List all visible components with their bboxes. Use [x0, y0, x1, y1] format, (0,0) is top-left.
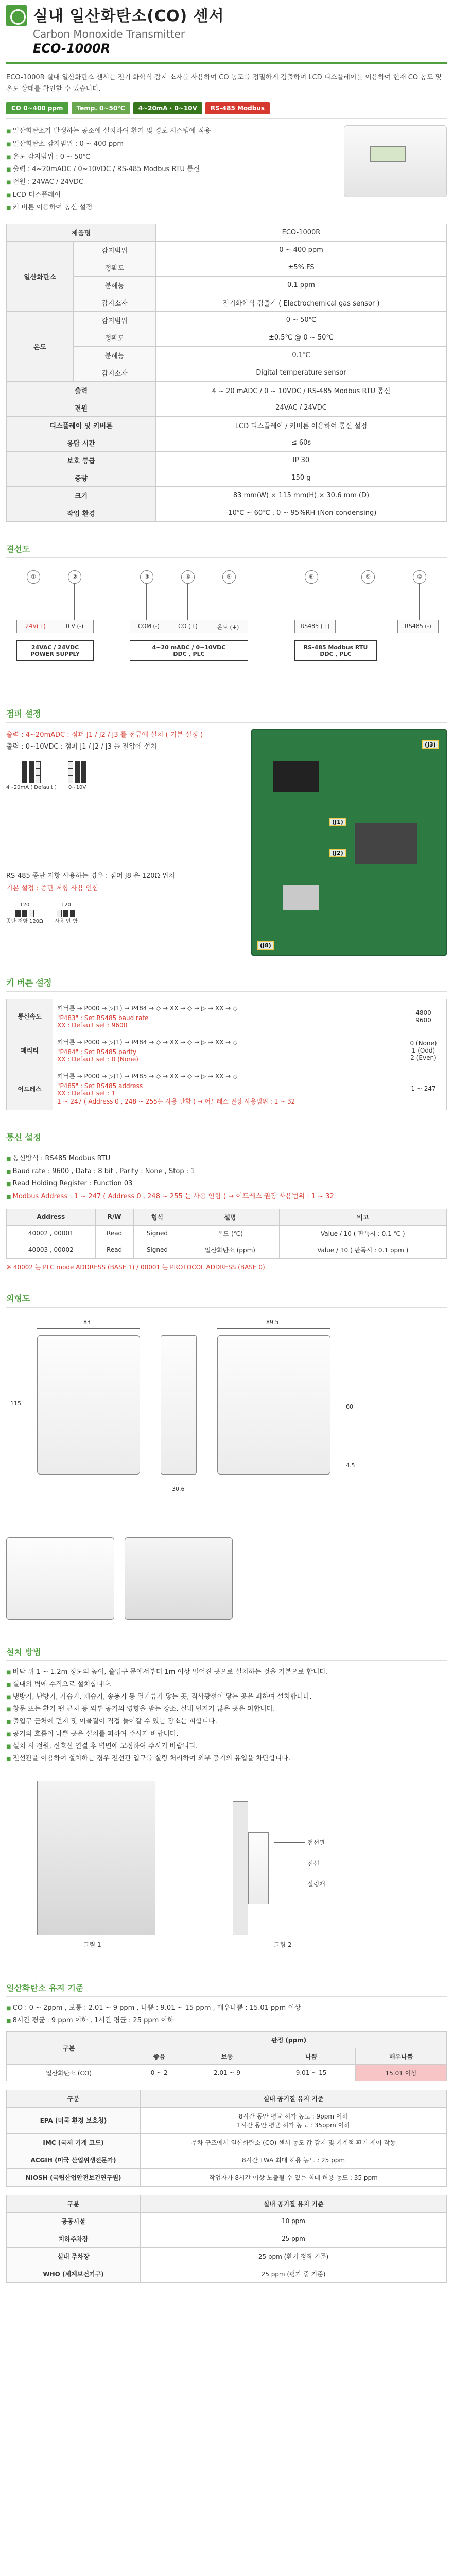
spec-label: 중량 [7, 469, 156, 487]
terminal-label: 24V(+) [25, 623, 46, 630]
install-item: ■ 실내의 벽에 수직으로 설치합니다. [6, 1679, 447, 1691]
install-item: ■ 창문 또는 환기 팬 근처 등 외부 공기의 영향을 받는 장소, 실내 먼지가 많은 곳은 피합니다. [6, 1703, 447, 1716]
col-header: 구분 [7, 2090, 141, 2107]
pin [68, 769, 73, 776]
feature-item: ■ 온도 감지범위 : 0 ~ 50℃ [6, 151, 344, 164]
jumper-pins [68, 769, 86, 776]
section-title-dims: 외형도 [6, 1293, 30, 1303]
jumper-caption: 4~20mA ( Default ) [6, 784, 57, 790]
table-header-row [7, 1209, 447, 1225]
terminal-label: 0 V (-) [65, 623, 84, 630]
feature-list [6, 125, 344, 214]
install-photo [37, 1781, 155, 1935]
key-desc [53, 999, 400, 1033]
spec-val: 83 mm(W) × 115 mm(H) × 30.6 mm (D) [156, 487, 447, 504]
install-item: ■ 냉방기, 난방기, 가습기, 제습기, 송풍기 등 열기류가 닿는 곳, 직사광선이 닿는 곳은 피하여 설치합니다. [6, 1691, 447, 1703]
table-row [7, 382, 447, 399]
table-header-row [7, 2090, 447, 2107]
jumper-text [6, 729, 241, 956]
table-row [7, 434, 447, 452]
product-model: ECO-1000R [33, 41, 111, 56]
col-header: 좋음 [131, 2048, 187, 2064]
key-detail: "P485" : Set RS485 address XX : Default set : 1 1 ~ 247 ( Address 0 , 248 ~ 255는 사용 안함 ) → 어드레스 권장 사용범위 : 1 ~ 32 [57, 1082, 295, 1105]
jumper-res-label: 120 [20, 902, 30, 908]
jumper-section [0, 729, 453, 956]
table-row [7, 999, 447, 1033]
terminal-label: CO (+) [178, 623, 198, 630]
table-cell: 2.01 ~ 9 [187, 2064, 267, 2081]
pin [36, 769, 41, 776]
jumper-pins [6, 769, 57, 776]
pcb-jumper-label: (J1) [329, 818, 346, 826]
section-title-jumper: 점퍼 설정 [6, 709, 41, 719]
jumper-diagram-voltage [68, 761, 86, 792]
col-header: 판정 (ppm) [131, 2031, 447, 2048]
label-sealant: 실링재 [307, 1880, 325, 1888]
col-header: 실내 공기질 유지 기준 [141, 2195, 447, 2212]
key-name: 패리티 [7, 1033, 53, 1067]
divider [6, 1307, 447, 1308]
jumper-pins [68, 761, 86, 769]
key-name: 통신속도 [7, 999, 53, 1033]
features-area [0, 119, 453, 214]
table-cell: Read [95, 1225, 133, 1242]
col-header: 매우나쁨 [356, 2048, 447, 2064]
terminal-number: ① [27, 570, 40, 584]
key-name: 어드레스 [7, 1067, 53, 1110]
dim-line [37, 1328, 140, 1329]
col-header: 구분 [7, 2031, 131, 2064]
table-row [7, 504, 447, 522]
jumper-caption: 0~10V [68, 784, 86, 790]
spec-sub: 분해능 [74, 277, 156, 294]
spec-val: 4 ~ 20 mADC / 0 ~ 10VDC / RS-485 Modbus RTU 통신 [156, 382, 447, 399]
pin [81, 769, 86, 776]
std-text: 주차 구조에서 일산화탄소 (CO) 센서 농도 값 감지 및 기계적 환기 제어 작동 [141, 2133, 447, 2151]
table-row [7, 242, 447, 259]
wire [146, 584, 147, 620]
table-row [7, 312, 447, 329]
feature-item: ■ 출력 : 4~20mADC / 0~10VDC / RS-485 Modbus RTU 통신 [6, 163, 344, 176]
spec-sub: 감지소자 [74, 294, 156, 312]
jumper-diagram-term-off [55, 901, 78, 926]
spec-tags [0, 95, 453, 118]
std-org: 지하주차장 [7, 2230, 141, 2247]
pin [70, 910, 75, 917]
key-table [6, 999, 447, 1110]
table-row [7, 2265, 447, 2282]
spec-label: 크기 [7, 487, 156, 504]
pin [57, 910, 62, 917]
terminal-number: ⑤ [222, 570, 236, 584]
col-header: 보통 [187, 2048, 267, 2064]
std-org: ACGIH (미국 산업위생전문가) [7, 2151, 141, 2168]
terminal-number: ⑩ [413, 570, 426, 584]
col-header: 구분 [7, 2195, 141, 2212]
dim-back-width: 89.5 [266, 1318, 279, 1326]
pin [29, 776, 34, 783]
table-row [7, 2133, 447, 2151]
std-org: WHO (세계보건기구) [7, 2265, 141, 2282]
comm-note: ※ 40002 는 PLC mode ADDRESS (BASE 1) / 00001 는 PROTOCOL ADDRESS (BASE 0) [6, 1263, 265, 1271]
key-sequence: 키버튼 → P000 → ▷(1) → P484 → ◇ → XX → ◇ → ▷ → XX → ◇ [57, 1039, 238, 1046]
device-front-view [37, 1335, 140, 1475]
table-cell: 온도 (℃) [181, 1225, 279, 1242]
std-text: 10 ppm [141, 2212, 447, 2230]
pin [63, 910, 68, 917]
terminal-number: ② [68, 570, 81, 584]
table-row [7, 2247, 447, 2265]
tag-output: 4~20mA · 0~10V [133, 102, 202, 114]
jumper-caption: 종단 저항 120Ω [6, 918, 43, 924]
spec-val: 0.1℃ [156, 347, 447, 364]
tag-modbus: RS-485 Modbus [205, 102, 270, 114]
pcb-jumper-label: (J2) [329, 849, 346, 857]
tag-co: CO 0~400 ppm [6, 102, 68, 114]
table-row [7, 1225, 447, 1242]
col-header: 실내 공기질 유지 기준 [141, 2090, 447, 2107]
table-cell: 0 ~ 2 [131, 2064, 187, 2081]
table-row [7, 417, 447, 434]
device-back-view [217, 1335, 330, 1475]
terminal-number: ④ [181, 570, 195, 584]
install-item: ■ 출입구 근처에 먼지 및 이물질이 직접 들어갈 수 있는 장소는 피합니다. [6, 1716, 447, 1728]
table-cell: 40003 , 00002 [7, 1242, 96, 1258]
std-text: 25 ppm [141, 2230, 447, 2247]
pcb-jumper-label: (J3) [422, 740, 439, 749]
section-title-install: 설치 방법 [6, 1647, 41, 1657]
terminator-diagrams [6, 897, 241, 927]
jumper-pins [6, 761, 57, 769]
leader-line [274, 1842, 305, 1843]
std-org: EPA (미국 환경 보호청) [7, 2107, 141, 2133]
exposure-list [0, 1997, 453, 2026]
pin [81, 776, 86, 783]
register-table [6, 1209, 447, 1259]
spec-sub: 감지소자 [74, 364, 156, 382]
jumper-line: 출력 : 4~20mADC : 점퍼 J1 / J2 / J3 를 전류에 설치 ( 기본 설정 ) [6, 731, 203, 739]
table-cell: Value / 10 ( 판독시 : 0.1 ppm ) [279, 1242, 446, 1258]
col-header: 비고 [279, 1209, 446, 1225]
spec-val: IP 30 [156, 452, 447, 469]
wire [187, 584, 188, 620]
table-cell: Read [95, 1242, 133, 1258]
pin [22, 761, 27, 769]
std-org: 실내 주차장 [7, 2247, 141, 2265]
terminal-label: COM (-) [138, 623, 160, 630]
table-row [7, 2168, 447, 2186]
spec-sub: 분해능 [74, 347, 156, 364]
jumper-diagram-term-on [6, 901, 43, 926]
table-row [7, 452, 447, 469]
jumper-pins [6, 776, 57, 783]
jumper-diagram-current [6, 761, 57, 792]
spec-sub: 감지범위 [74, 242, 156, 259]
table-row [7, 1033, 447, 1067]
table-header-row [7, 2195, 447, 2212]
pin [75, 769, 80, 776]
key-value: 0 (None) 1 (Odd) 2 (Even) [400, 1033, 447, 1067]
table-row [7, 1067, 447, 1110]
feature-item: ■ 일산화탄소 감지범위 : 0 ~ 400 ppm [6, 138, 344, 151]
table-cell: Value / 10 ( 판독시 : 0.1 ℃ ) [279, 1225, 446, 1242]
comm-list [0, 1146, 453, 1204]
table-cell: 9.01 ~ 15 [267, 2064, 356, 2081]
spec-val: ≤ 60s [156, 434, 447, 452]
key-sequence: 키버튼 → P000 → ▷(1) → P485 → ◇ → XX → ◇ → ▷ → XX → ◇ [57, 1073, 238, 1080]
key-detail: "P484" : Set RS485 parity XX : Default set : 0 (None) [57, 1048, 138, 1063]
spec-sub: 감지범위 [74, 312, 156, 329]
spec-label: 보호 등급 [7, 452, 156, 469]
terminal-label: 온도 (+) [217, 624, 239, 631]
spec-val: 150 g [156, 469, 447, 487]
comm-item: ■ Modbus Address : 1 ~ 247 ( Address 0 , 248 ~ 255 는 사용 안함 ) → 어드레스 권장 사용범위 : 1 ~ 32 [6, 1191, 447, 1204]
divider [6, 991, 447, 992]
jumper-caption: 사용 안 함 [54, 918, 78, 924]
pin [29, 910, 34, 917]
table-row [7, 224, 447, 242]
key-sequence: 키버튼 → P000 → ▷(1) → P484 → ◇ → XX → ◇ → ▷ → XX → ◇ [57, 1005, 238, 1012]
key-desc [53, 1033, 400, 1067]
label-wire: 전선 [307, 1860, 320, 1868]
table-row [7, 487, 447, 504]
install-list [0, 1661, 453, 1765]
table-row [7, 2107, 447, 2133]
spec-sub: 정확도 [74, 329, 156, 347]
table-cell: 일산화탄소 (CO) [7, 2064, 131, 2081]
install-item: ■ 바닥 위 1 ~ 1.2m 정도의 높이, 출입구 문에서부터 1m 이상 떨어진 곳으로 설치하는 것을 기본으로 합니다. [6, 1666, 447, 1679]
section-title-exposure: 일산화탄소 유지 기준 [6, 1983, 84, 1993]
table-header-row [7, 2031, 447, 2048]
table-cell: Signed [133, 1242, 181, 1258]
product-title: 실내 일산화탄소(CO) 센서 [33, 7, 224, 25]
terminal-number: ⑥ [305, 570, 318, 584]
pin [29, 761, 34, 769]
jumper-pins [55, 910, 78, 917]
section-title-keys: 키 버튼 설정 [6, 978, 52, 988]
pin [81, 761, 86, 769]
std-text: 8시간 동안 평균 허가 농도 : 9ppm 이하 1시간 동안 평균 허가 농도 : 35ppm 이하 [141, 2107, 447, 2133]
std-org: 공공시설 [7, 2212, 141, 2230]
ddc-box: 4~20 mADC / 0~10VDC DDC , PLC [130, 640, 248, 661]
spec-sub: 정확도 [74, 259, 156, 277]
terminal-label: RS485 (-) [405, 623, 431, 630]
dimension-drawing [6, 1313, 447, 1529]
spec-val: 0 ~ 400 ppm [156, 242, 447, 259]
product-subtitle: Carbon Monoxide Transmitter [33, 28, 185, 40]
std-org: NIOSH (국립산업안전보건연구원) [7, 2168, 141, 2186]
dim-width: 83 [83, 1318, 91, 1326]
section-title-wiring: 결선도 [6, 544, 30, 554]
key-desc [53, 1067, 400, 1110]
label-conduit: 전선관 [307, 1839, 325, 1847]
comm-item: ■ 통신방식 : RS485 Modbus RTU [6, 1153, 447, 1165]
feature-item: ■ 키 버튼 이용하여 통신 설정 [6, 201, 344, 214]
pin [36, 761, 41, 769]
std-text: 25 ppm (평가 중 기준) [141, 2265, 447, 2282]
divider [6, 722, 447, 723]
device-photo [344, 125, 447, 197]
table-row [7, 399, 447, 417]
table-row [7, 469, 447, 487]
spec-model-value: ECO-1000R [156, 224, 447, 242]
jumper-pins [6, 910, 43, 917]
fig-caption: 그림 2 [274, 1941, 292, 1949]
exposure-table [6, 2031, 447, 2081]
key-value: 4800 9600 [400, 999, 447, 1033]
wiring-diagram [6, 563, 447, 687]
pcb-chip [355, 823, 417, 864]
pin [22, 910, 27, 917]
dim-line [217, 1328, 330, 1329]
jumper-line: RS-485 종단 저항 사용하는 경우 : 점퍼 J8 은 120Ω 위치 [6, 872, 175, 880]
col-header: R/W [95, 1209, 133, 1225]
jumper-diagrams [6, 758, 241, 793]
device-photo-1 [6, 1537, 114, 1620]
power-supply-box: 24VAC / 24VDC POWER SUPPLY [16, 640, 94, 661]
spec-val: ±5% FS [156, 259, 447, 277]
pin [75, 761, 80, 769]
std-org: IMC (국제 기계 코드) [7, 2133, 141, 2151]
spec-table [6, 224, 447, 522]
device-lcd [370, 146, 406, 162]
pin [68, 776, 73, 783]
fig-caption: 그림 1 [83, 1941, 101, 1949]
jumper-line: 기본 설정 : 종단 저항 사용 안함 [6, 884, 99, 892]
pin [22, 776, 27, 783]
pin [15, 910, 21, 917]
table-cell: 15.01 이상 [356, 2064, 447, 2081]
comm-item: ■ Baud rate : 9600 , Data : 8 bit , Parity : None , Stop : 1 [6, 1165, 447, 1178]
col-header: 형식 [133, 1209, 181, 1225]
wall-section [233, 1801, 248, 1935]
brand-logo-icon [6, 5, 27, 26]
device-section [248, 1832, 269, 1904]
table-cell: 40002 , 00001 [7, 1225, 96, 1242]
exposure-item: ■ 8시간 평균 : 9 ppm 이하 , 1시간 평균 : 25 ppm 이하 [6, 2014, 447, 2026]
device-side-view [161, 1335, 197, 1475]
exposure-item: ■ CO : 0 ~ 2ppm , 보통 : 2.01 ~ 9 ppm , 나쁨 : 9.01 ~ 15 ppm , 매우나쁨 : 15.01 ppm 이상 [6, 2002, 447, 2014]
install-item: ■ 공기의 흐름이 나쁜 곳은 설치를 피하여 주시기 바랍니다. [6, 1728, 447, 1740]
feature-item: ■ 전원 : 24VAC / 24VDC [6, 176, 344, 189]
pin [29, 769, 34, 776]
wire [74, 584, 75, 620]
install-item: ■ 설치 시 전원, 신호선 연결 후 벽면에 고정하여 주시기 바랍니다. [6, 1740, 447, 1753]
pcb-jumper-label: (J8) [257, 941, 274, 950]
jumper-res-label: 120 [61, 902, 71, 908]
spec-group-co: 일산화탄소 [7, 242, 74, 312]
dim-hole-size: 4.5 [346, 1462, 355, 1469]
header [0, 0, 453, 62]
device-photo-2 [125, 1537, 233, 1620]
terminal-number: ⑨ [361, 570, 375, 584]
table-row [7, 1242, 447, 1258]
pcb-chip [273, 761, 319, 792]
spec-val: 0.1 ppm [156, 277, 447, 294]
pin [75, 776, 80, 783]
table-cell: 일산화탄소 (ppm) [181, 1242, 279, 1258]
col-header: 설명 [181, 1209, 279, 1225]
standards-table [6, 2090, 447, 2187]
tag-temp: Temp. 0~50℃ [72, 102, 130, 114]
table-cell: Signed [133, 1225, 181, 1242]
spec-val: 전기화학식 검출기 ( Electrochemical gas sensor ) [156, 294, 447, 312]
spec-label: 응답 시간 [7, 434, 156, 452]
spec-val: 0 ~ 50℃ [156, 312, 447, 329]
comm-item: ■ Read Holding Register : Function 03 [6, 1178, 447, 1191]
spec-val: Digital temperature sensor [156, 364, 447, 382]
col-header: Address [7, 1209, 96, 1225]
jumper-line: 출력 : 0~10VDC : 점퍼 J1 / J2 / J3 을 전압에 설치 [6, 743, 157, 751]
dim-hole-height: 60 [346, 1403, 353, 1410]
feature-item: ■ 일산화탄소가 발생하는 공소에 설치하여 환기 및 경보 시스템에 적용 [6, 125, 344, 138]
feature-item: ■ LCD 디스플레이 [6, 189, 344, 202]
rs485-box: RS-485 Modbus RTU DDC , PLC [294, 640, 377, 661]
device-photos [6, 1537, 447, 1625]
key-value: 1 ~ 247 [400, 1067, 447, 1110]
spec-val: LCD 디스플레이 / 키버튼 이용하여 통신 설정 [156, 417, 447, 434]
table-row [7, 2151, 447, 2168]
install-figures [6, 1770, 447, 1966]
section-title-comm: 통신 설정 [6, 1132, 41, 1142]
spec-val: ±0.5℃ @ 0 ~ 50℃ [156, 329, 447, 347]
wire [419, 584, 420, 620]
key-detail: "P483" : Set RS485 baud rate XX : Default set : 9600 [57, 1014, 149, 1029]
spec-label: 전원 [7, 399, 156, 417]
pin [22, 769, 27, 776]
spec-label: 디스플레이 및 키버튼 [7, 417, 156, 434]
col-header: 나쁨 [267, 2048, 356, 2064]
spec-val: 24VAC / 24VDC [156, 399, 447, 417]
pin [68, 761, 73, 769]
title-group [33, 3, 224, 56]
std-text: 25 ppm (환기 정격 기준) [141, 2247, 447, 2265]
std-text: 작업자가 8시간 이상 노출될 수 있는 최대 허용 농도 : 35 ppm [141, 2168, 447, 2186]
std-text: 8시간 TWA 최대 허용 농도 : 25 ppm [141, 2151, 447, 2168]
table-row [7, 2212, 447, 2230]
dim-height: 115 [10, 1400, 21, 1407]
facility-standards-table [6, 2195, 447, 2283]
pcb-photo [251, 729, 447, 956]
dim-depth: 30.6 [172, 1485, 185, 1493]
spec-val: -10℃ ~ 60℃ , 0 ~ 95%RH (Non condensing) [156, 504, 447, 522]
jumper-pins [68, 776, 86, 783]
table-row [7, 2064, 447, 2081]
pin [36, 776, 41, 783]
spec-group-temp: 온도 [7, 312, 74, 382]
terminal-label: RS485 (+) [300, 623, 330, 630]
divider [6, 557, 447, 558]
intro-text: ECO-1000R 실내 일산화탄소 센서는 전기 화학식 감지 소자를 사용하여 CO 농도를 정밀하게 검출하며 LCD 디스플레이를 이용하여 현재 CO 농도 및 온도 상태를 확인할 수 있습니다. [6, 74, 442, 93]
pcb-chip [283, 885, 319, 910]
spec-model-label: 제품명 [7, 224, 156, 242]
spec-label: 작업 환경 [7, 504, 156, 522]
terminal-number: ③ [140, 570, 153, 584]
install-item: ■ 전선관을 이용하여 설치하는 경우 전선관 입구를 실링 처리하여 외부 공기의 유입을 차단합니다. [6, 1753, 447, 1765]
table-row [7, 2230, 447, 2247]
spec-label: 출력 [7, 382, 156, 399]
